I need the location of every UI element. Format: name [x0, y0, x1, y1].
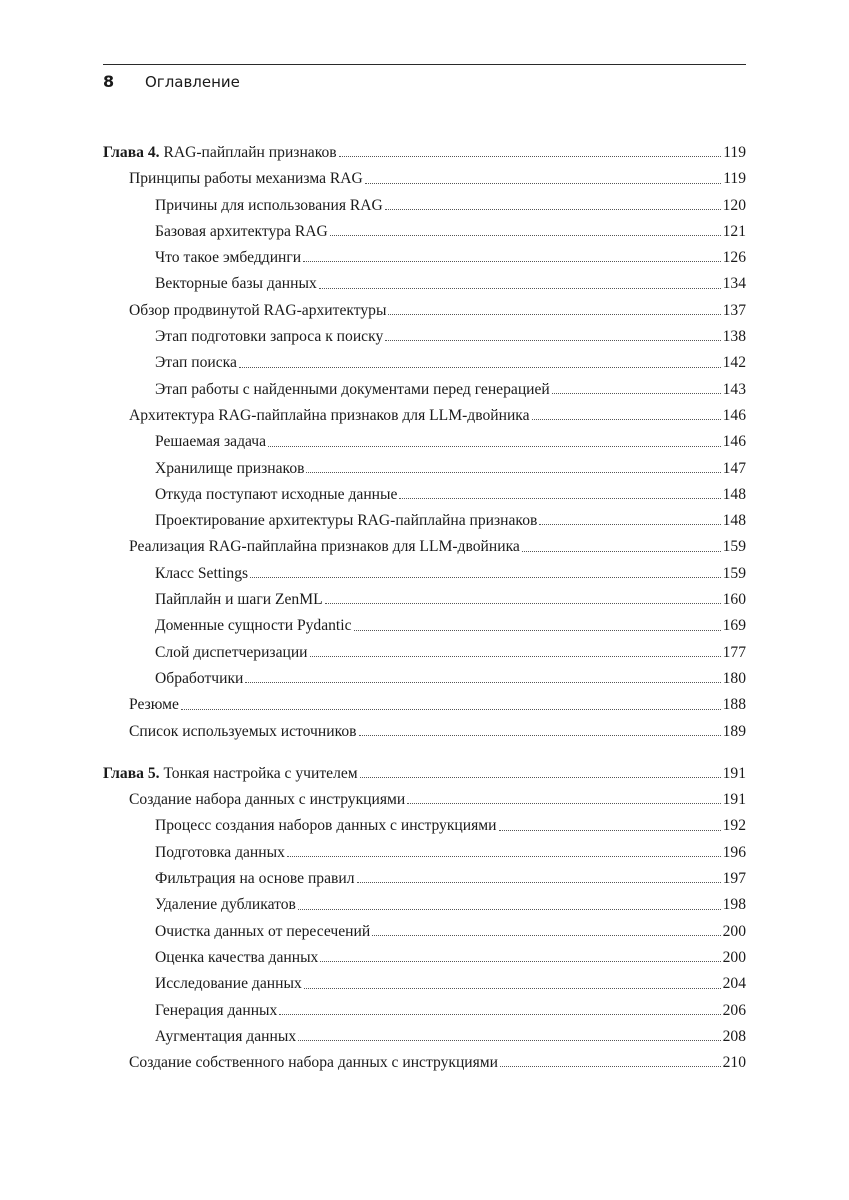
toc-subsection-entry[interactable] [103, 640, 746, 666]
toc-entry-text: Причины для использования RAG [155, 196, 383, 214]
dot-leader [385, 208, 721, 210]
toc-page-number: 160 [722, 591, 746, 609]
chapter-label: Глава 5. [103, 764, 160, 782]
toc-subsection-entry[interactable] [103, 613, 746, 639]
toc-subsection-entry[interactable] [103, 482, 746, 508]
table-of-contents [103, 140, 746, 1076]
toc-subsection-entry[interactable] [103, 813, 746, 839]
toc-section-entry[interactable] [103, 692, 746, 718]
toc-chapter-entry[interactable] [103, 761, 746, 787]
toc-entry-text: Класс Settings [155, 564, 249, 582]
toc-subsection-entry[interactable] [103, 271, 746, 297]
toc-entry-text: Процесс создания наборов данных с инструкциями [155, 817, 497, 835]
toc-entry-text: Решаемая задача [155, 433, 267, 451]
toc-subsection-entry[interactable] [103, 919, 746, 945]
toc-entry-text: Этап поиска [155, 354, 237, 372]
dot-leader [499, 829, 721, 831]
toc-entry-title [155, 456, 304, 482]
toc-page-number: 169 [722, 617, 746, 635]
toc-entry-title [129, 166, 363, 192]
toc-page-number: 143 [722, 380, 746, 398]
toc-entry-text: Что такое эмбеддинги [155, 249, 302, 267]
dot-leader [303, 260, 720, 262]
toc-section-entry[interactable] [103, 166, 746, 192]
toc-entry-text: Генерация данных [155, 1001, 278, 1019]
toc-subsection-entry[interactable] [103, 866, 746, 892]
toc-page-number: 120 [722, 196, 746, 214]
toc-subsection-entry[interactable] [103, 587, 746, 613]
toc-entry-title [155, 324, 383, 350]
dot-leader [388, 313, 720, 315]
toc-page-number: 148 [722, 512, 746, 530]
toc-page-number: 134 [722, 275, 746, 293]
toc-page-number: 191 [722, 791, 746, 809]
toc-page-number: 191 [722, 764, 746, 782]
toc-entry-title [155, 1024, 296, 1050]
dot-leader [319, 287, 721, 289]
toc-entry-title [155, 998, 277, 1024]
toc-subsection-entry[interactable] [103, 245, 746, 271]
toc-subsection-entry[interactable] [103, 971, 746, 997]
dot-leader [500, 1065, 721, 1067]
toc-page-number: 177 [722, 643, 746, 661]
dot-leader [304, 987, 721, 989]
dot-leader [245, 681, 720, 683]
toc-entry-title [155, 866, 355, 892]
toc-entry-text: Реализация RAG-пайплайна признаков для LLM-двойника [129, 538, 520, 556]
running-header [103, 64, 746, 91]
toc-entry-title [129, 692, 179, 718]
dot-leader [552, 392, 721, 394]
toc-page-number: 204 [722, 975, 746, 993]
toc-entry-text: Создание собственного набора данных с инструкциями [129, 1054, 499, 1072]
toc-entry-text: Резюме [129, 696, 179, 714]
running-title: Оглавление [145, 73, 240, 91]
toc-entry-title [155, 193, 383, 219]
toc-page-number: 210 [722, 1054, 746, 1072]
dot-leader [407, 802, 720, 804]
dot-leader [268, 445, 721, 447]
dot-leader [532, 418, 721, 420]
dot-leader [181, 708, 721, 710]
toc-entry-title [155, 813, 497, 839]
toc-entry-title [129, 534, 520, 560]
toc-page-number: 206 [722, 1001, 746, 1019]
toc-section-entry[interactable] [103, 1050, 746, 1076]
toc-entry-text: Фильтрация на основе правил [155, 870, 355, 888]
toc-entry-text: Аугментация данных [155, 1027, 297, 1045]
toc-page-number: 200 [722, 948, 746, 966]
toc-page-number: 159 [722, 564, 746, 582]
toc-entry-title [155, 640, 308, 666]
toc-entry-text: Обзор продвинутой RAG-архитектуры [129, 301, 387, 319]
toc-subsection-entry[interactable] [103, 1024, 746, 1050]
toc-subsection-entry[interactable] [103, 561, 746, 587]
toc-entry-title [155, 840, 285, 866]
toc-subsection-entry[interactable] [103, 456, 746, 482]
toc-page-number: 200 [722, 922, 746, 940]
dot-leader [359, 734, 721, 736]
toc-page-number: 142 [722, 354, 746, 372]
toc-subsection-entry[interactable] [103, 840, 746, 866]
toc-page-number: 189 [722, 722, 746, 740]
toc-page-number: 146 [722, 406, 746, 424]
toc-entry-title [129, 787, 405, 813]
toc-entry-title [155, 945, 318, 971]
toc-subsection-entry[interactable] [103, 219, 746, 245]
toc-entry-text: Оценка качества данных [155, 948, 319, 966]
toc-entry-text: Откуда поступают исходные данные [155, 485, 398, 503]
toc-entry-title [155, 971, 302, 997]
toc-entry-text: Архитектура RAG-пайплайна признаков для LLM-двойника [129, 406, 530, 424]
dot-leader [306, 471, 720, 473]
dot-leader [287, 855, 721, 857]
toc-entry-title [155, 561, 248, 587]
toc-entry-title [155, 245, 301, 271]
dot-leader [239, 366, 721, 368]
toc-entry-title [129, 1050, 498, 1076]
toc-subsection-entry[interactable] [103, 193, 746, 219]
toc-entry-title [155, 508, 537, 534]
dot-leader [310, 655, 721, 657]
dot-leader [320, 960, 720, 962]
toc-page-number: 198 [722, 896, 746, 914]
toc-entry-title [155, 666, 243, 692]
toc-page-number: 146 [722, 433, 746, 451]
toc-entry-text: Слой диспетчеризации [155, 643, 308, 661]
toc-section-entry[interactable] [103, 534, 746, 560]
toc-entry-title [103, 761, 358, 787]
toc-entry-text: Исследование данных [155, 975, 302, 993]
dot-leader [339, 155, 722, 157]
toc-entry-title [155, 219, 328, 245]
toc-subsection-entry[interactable] [103, 945, 746, 971]
dot-leader [357, 881, 721, 883]
dot-leader [539, 523, 720, 525]
toc-page-number: 192 [722, 817, 746, 835]
toc-entry-text: Тонкая настройка с учителем [163, 764, 358, 782]
toc-page-number: 188 [722, 696, 746, 714]
dot-leader [522, 550, 721, 552]
toc-entry-text: Векторные базы данных [155, 275, 317, 293]
toc-page-number: 159 [722, 538, 746, 556]
toc-entry-text: Базовая архитектура RAG [155, 222, 328, 240]
dot-leader [325, 602, 721, 604]
dot-leader [399, 497, 720, 499]
toc-entry-text: RAG-пайплайн признаков [163, 144, 337, 161]
toc-page-number: 196 [722, 843, 746, 861]
toc-subsection-entry[interactable] [103, 666, 746, 692]
toc-entry-text: Этап подготовки запроса к поиску [155, 328, 384, 346]
toc-subsection-entry[interactable] [103, 429, 746, 455]
toc-entry-text: Подготовка данных [155, 843, 285, 861]
toc-subsection-entry[interactable] [103, 377, 746, 403]
toc-entry-text: Принципы работы механизма RAG [129, 170, 363, 188]
dot-leader [385, 339, 720, 341]
dot-leader [330, 234, 721, 236]
toc-page-number: 138 [722, 328, 746, 346]
dot-leader [279, 1013, 720, 1015]
toc-section-entry[interactable] [103, 719, 746, 745]
toc-entry-text: Хранилище признаков [155, 459, 305, 477]
toc-subsection-entry[interactable] [103, 350, 746, 376]
toc-page-number: 119 [723, 144, 746, 161]
dot-leader [365, 182, 721, 184]
toc-subsection-entry[interactable] [103, 508, 746, 534]
toc-entry-title [155, 271, 317, 297]
toc-entry-text: Очистка данных от пересечений [155, 922, 371, 940]
toc-entry-text: Создание набора данных с инструкциями [129, 791, 406, 809]
toc-entry-text: Удаление дубликатов [155, 896, 296, 914]
toc-entry-title [155, 919, 370, 945]
dot-leader [360, 776, 721, 778]
dot-leader [372, 934, 720, 936]
toc-page-number: 126 [722, 249, 746, 267]
toc-page-number: 121 [722, 222, 746, 240]
toc-entry-title [155, 482, 397, 508]
toc-entry-text: Проектирование архитектуры RAG-пайплайна признаков [155, 512, 538, 530]
page-number: 8 [103, 72, 115, 91]
toc-page-number: 148 [722, 485, 746, 503]
dot-leader [354, 629, 721, 631]
toc-entry-title [155, 350, 237, 376]
dot-leader [298, 908, 721, 910]
toc-page-number: 147 [722, 459, 746, 477]
toc-section-entry[interactable] [103, 787, 746, 813]
toc-entry-title [155, 429, 266, 455]
dot-leader [250, 576, 721, 578]
dot-leader [298, 1039, 720, 1041]
toc-entry-title [103, 140, 337, 166]
toc-entry-title [155, 587, 323, 613]
toc-subsection-entry[interactable] [103, 324, 746, 350]
toc-page-number: 208 [722, 1027, 746, 1045]
toc-section-entry[interactable] [103, 298, 746, 324]
toc-entry-title [155, 892, 296, 918]
toc-subsection-entry[interactable] [103, 998, 746, 1024]
toc-entry-text: Доменные сущности Pydantic [155, 617, 352, 635]
toc-entry-title [155, 377, 550, 403]
toc-page-number: 119 [723, 170, 746, 188]
toc-entry-text: Этап работы с найденными документами перед генерацией [155, 380, 550, 398]
toc-entry-text: Список используемых источников [129, 722, 357, 740]
toc-entry-text: Пайплайн и шаги ZenML [155, 591, 323, 609]
toc-page-number: 137 [722, 301, 746, 319]
toc-entry-title [129, 298, 386, 324]
toc-section-entry[interactable] [103, 403, 746, 429]
toc-entry-title [129, 719, 357, 745]
toc-entry-title [129, 403, 530, 429]
toc-page-number: 197 [722, 870, 746, 888]
toc-entry-text: Обработчики [155, 669, 244, 687]
toc-page-number: 180 [722, 669, 746, 687]
toc-entry-title [155, 613, 352, 639]
toc-subsection-entry[interactable] [103, 892, 746, 918]
chapter-label: Глава 4. [103, 144, 160, 161]
toc-chapter-entry[interactable] [103, 140, 746, 166]
